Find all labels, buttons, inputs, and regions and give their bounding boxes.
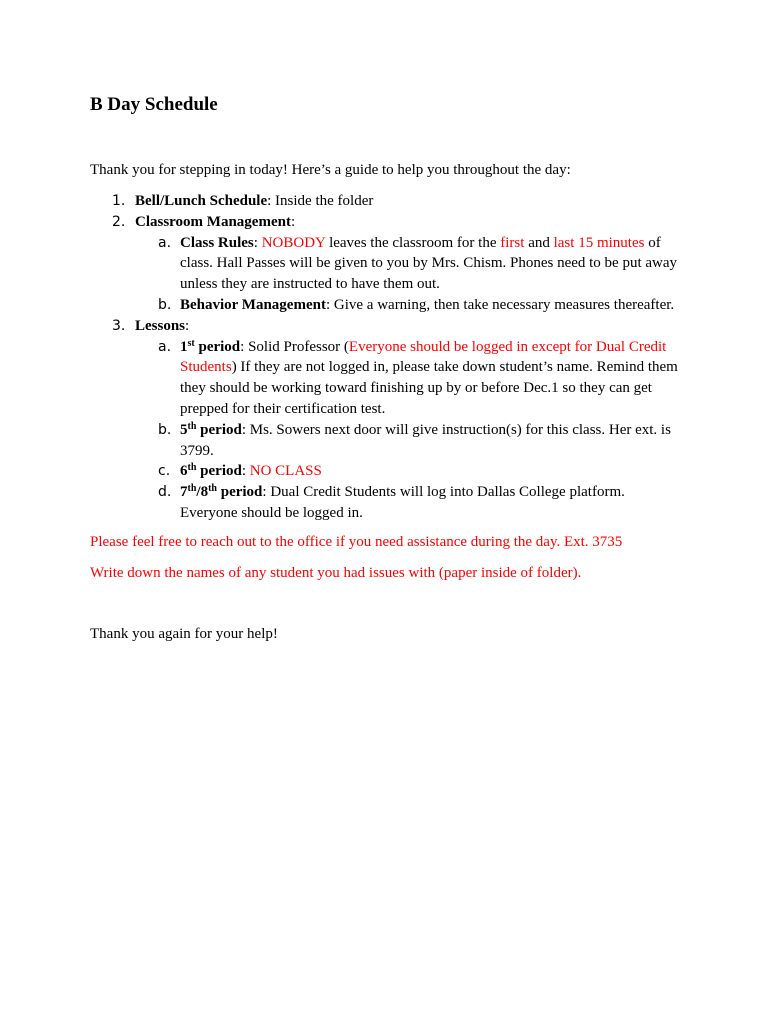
sub-item-5th-period	[90, 420, 680, 462]
sub-letter: a.	[158, 234, 172, 251]
red-first: first	[500, 234, 525, 251]
red-last-15-minutes: last 15 minutes	[553, 234, 645, 251]
red-nobody: NOBODY	[261, 234, 326, 251]
sub-letter: c.	[158, 463, 171, 480]
sub-item-7th-8th-period	[90, 482, 680, 524]
red-logged-in-note: Everyone should be logged in except for Dual Credit Students	[180, 338, 667, 376]
period-label: period	[196, 421, 242, 438]
sub-item-1st-period	[90, 337, 680, 420]
period-number-second: /8	[196, 484, 209, 501]
sub-item-behavior-management	[90, 295, 680, 316]
sub-letter: d.	[158, 484, 172, 501]
ordinal-suffix: th	[187, 420, 197, 432]
ordinal-suffix: th	[187, 483, 197, 495]
sub-letter: b.	[158, 421, 172, 438]
sub-letter: b.	[158, 296, 172, 313]
list-item-classroom-management	[90, 212, 690, 233]
period-label: period	[194, 338, 241, 355]
period-number: 5	[180, 421, 188, 438]
list-number: 1.	[112, 193, 126, 209]
closing-text: Thank you again for your help!	[90, 626, 278, 642]
sub-sep: :	[241, 463, 250, 480]
list-number: 2.	[112, 213, 126, 230]
sub-letter: a.	[158, 338, 172, 355]
intro-text: Thank you for stepping in today! Here’s a guide to help you throughout the day:	[90, 162, 571, 178]
ordinal-suffix: st	[187, 337, 195, 349]
period-label: period	[196, 463, 242, 480]
student-issues-note: Write down the names of any student you had issues with (paper inside of folder).	[90, 565, 582, 581]
item-text: :	[185, 317, 190, 334]
sub-text: ) If they are not logged in, please take down student’s name. Remind them they should be working toward finishing up by or before Dec.1 so they can get prepped for their certification test.	[180, 359, 678, 417]
item-label: Lessons	[135, 317, 186, 334]
sub-text: : Solid Professor (	[240, 338, 349, 355]
sub-item-class-rules	[90, 233, 680, 295]
sub-label: Behavior Management	[180, 296, 326, 313]
list-item-bell-schedule	[90, 191, 690, 212]
sub-item-6th-period	[90, 461, 680, 482]
sub-text: : Give a warning, then take necessary measures thereafter.	[325, 296, 675, 313]
sub-text: : Ms. Sowers next door will give instruction(s) for this class. Her ext. is 3799.	[180, 421, 671, 459]
period-number: 1	[180, 338, 188, 355]
list-item-lessons	[90, 316, 690, 337]
ordinal-suffix: th	[187, 462, 197, 474]
guide-list	[90, 191, 690, 524]
office-contact-note: Please feel free to reach out to the office if you need assistance during the day. Ext. 3735	[90, 534, 623, 550]
page-title: B Day Schedule	[90, 94, 218, 115]
red-no-class: NO CLASS	[249, 463, 322, 480]
item-label: Bell/Lunch Schedule	[135, 193, 268, 209]
item-text: : Inside the folder	[267, 193, 374, 209]
sub-text: of class. Hall Passes will be given to you by Mrs. Chism. Phones need to be put away unless they are instructed to have them out.	[180, 234, 678, 293]
list-number: 3.	[112, 317, 126, 334]
item-label: Classroom Management	[135, 213, 291, 230]
sub-sep: :	[253, 234, 262, 251]
sub-text: leaves the classroom for the	[325, 234, 501, 251]
sub-text: : Dual Credit Students will log into Dallas College platform. Everyone should be logged in.	[180, 484, 625, 521]
sub-label: Class Rules	[180, 234, 254, 251]
sub-text: and	[524, 234, 554, 251]
period-number: 7	[180, 484, 188, 501]
ordinal-suffix: th	[208, 483, 217, 495]
period-number: 6	[180, 463, 188, 480]
item-text: :	[290, 213, 296, 230]
period-label: period	[216, 484, 263, 501]
